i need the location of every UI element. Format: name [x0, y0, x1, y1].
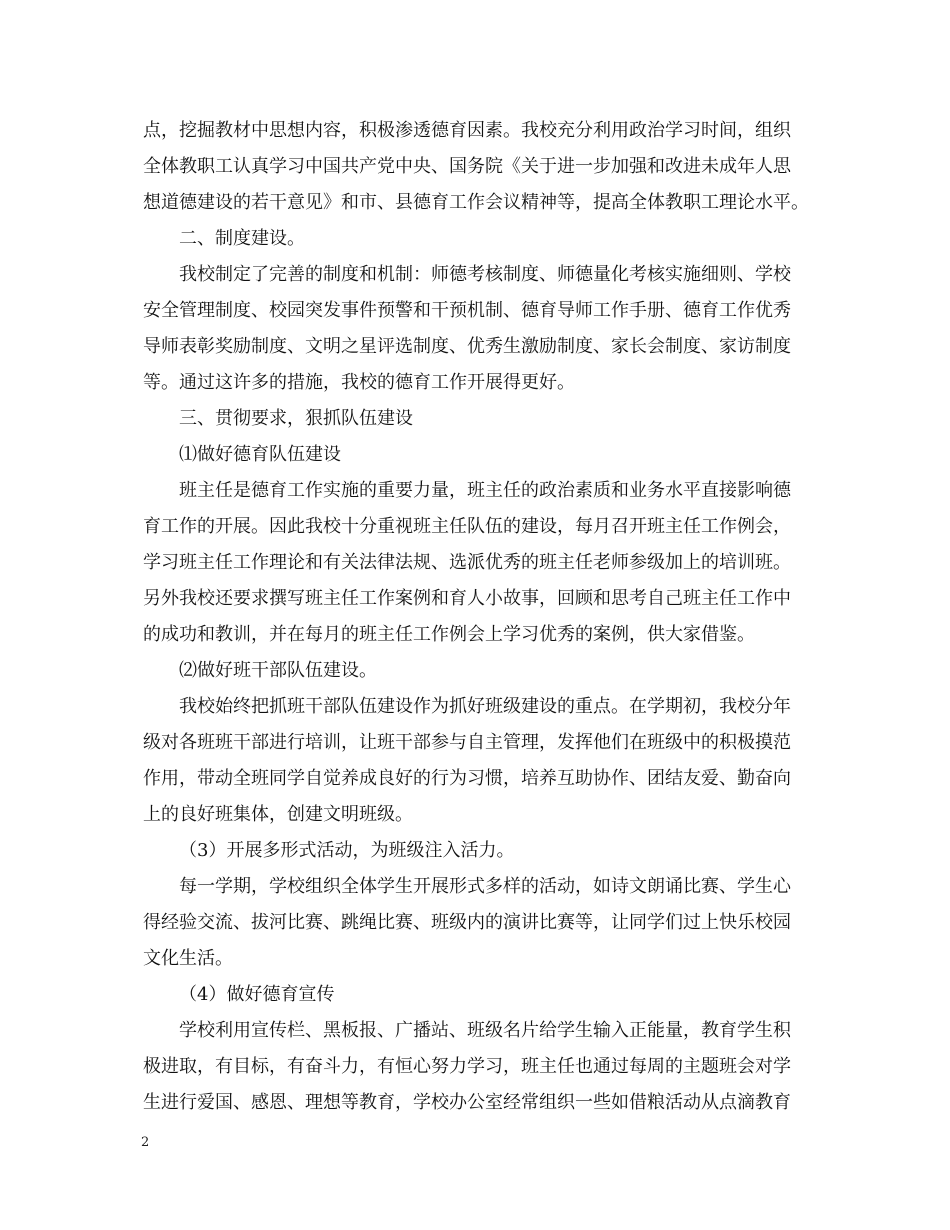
- text-line: 学习班主任工作理论和有关法律法规、选派优秀的班主任老师参级加上的培训班。: [143, 552, 791, 573]
- text-line: 班主任是德育工作实施的重要力量，班主任的政治素质和业务水平直接影响德: [179, 480, 791, 501]
- text-line: 我校制定了完善的制度和机制：师德考核制度、师德量化考核实施细则、学校: [179, 264, 791, 285]
- document-body: [143, 113, 811, 1121]
- text-line: 全体教职工认真学习中国共产党中央、国务院《关于进一步加强和改进未成年人思: [143, 156, 791, 177]
- text-line: 生进行爱国、感恩、理想等教育，学校办公室经常组织一些如借粮活动从点滴教育: [143, 1092, 791, 1113]
- text-line: 作用，带动全班同学自觉养成良好的行为习惯，培养互助协作、团结友爱、勤奋向: [143, 768, 791, 789]
- text-line: 极进取，有目标，有奋斗力，有恒心努力学习，班主任也通过每周的主题班会对学: [143, 1056, 791, 1077]
- text-line: 每一学期，学校组织全体学生开展形式多样的活动，如诗文朗诵比赛、学生心: [179, 876, 791, 897]
- text-line: 育工作的开展。因此我校十分重视班主任队伍的建设，每月召开班主任工作例会，: [143, 516, 791, 537]
- text-line: 文化生活。: [143, 948, 233, 969]
- subsection-heading: （4）做好德育宣传: [179, 984, 335, 1005]
- text-line: 想道德建设的若干意见》和市、县德育工作会议精神等，提高全体教职工理论水平。: [143, 192, 809, 213]
- text-line: 另外我校还要求撰写班主任工作案例和育人小故事，回顾和思考自己班主任工作中: [143, 588, 791, 609]
- section-heading: 二、制度建设。: [179, 228, 305, 249]
- text-line: 安全管理制度、校园突发事件预警和干预机制、德育导师工作手册、德育工作优秀: [143, 300, 791, 321]
- page-number: 2: [141, 1135, 150, 1150]
- text-line: 得经验交流、拔河比赛、跳绳比赛、班级内的演讲比赛等，让同学们过上快乐校园: [143, 912, 791, 933]
- subsection-heading: ⑴做好德育队伍建设: [179, 444, 341, 465]
- text-line: 点，挖掘教材中思想内容，积极渗透德育因素。我校充分利用政治学习时间，组织: [143, 120, 791, 141]
- text-line: 学校利用宣传栏、黑板报、广播站、班级名片给学生输入正能量，教育学生积: [179, 1020, 791, 1041]
- subsection-heading: （3）开展多形式活动，为班级注入活力。: [179, 840, 515, 861]
- text-line: 的成功和教训，并在每月的班主任工作例会上学习优秀的案例，供大家借鉴。: [143, 624, 755, 645]
- text-line: 上的良好班集体，创建文明班级。: [143, 804, 413, 825]
- text-line: 级对各班班干部进行培训，让班干部参与自主管理，发挥他们在班级中的积极摸范: [143, 732, 791, 753]
- subsection-heading: ⑵做好班干部队伍建设。: [179, 660, 377, 681]
- text-line: 我校始终把抓班干部队伍建设作为抓好班级建设的重点。在学期初，我校分年: [179, 696, 791, 717]
- text-line: 导师表彰奖励制度、文明之星评选制度、优秀生激励制度、家长会制度、家访制度: [143, 336, 791, 357]
- text-line: 等。通过这许多的措施，我校的德育工作开展得更好。: [143, 372, 575, 393]
- section-heading: 三、贯彻要求，狠抓队伍建设: [179, 408, 413, 429]
